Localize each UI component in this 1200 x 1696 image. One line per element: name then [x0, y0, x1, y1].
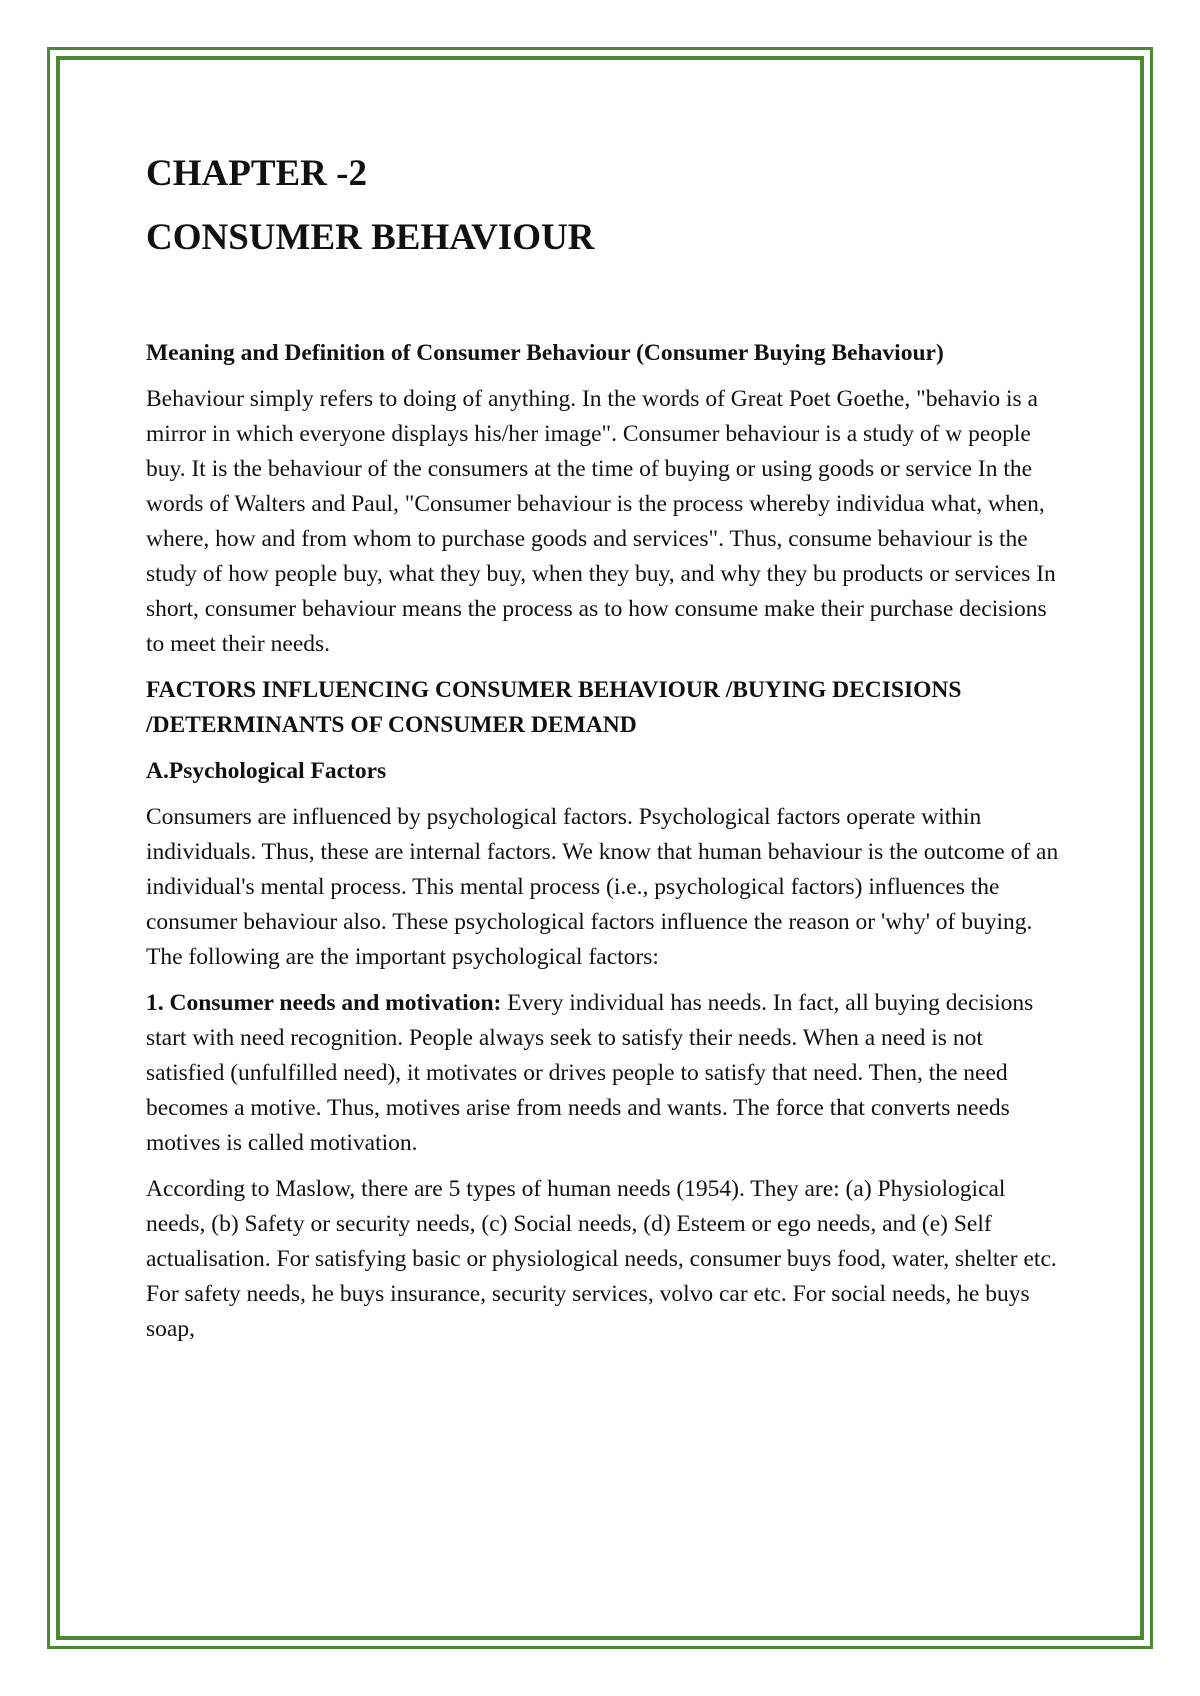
paragraph-needs-motivation: [146, 986, 1066, 1161]
subheading-psychological-factors: A.Psychological Factors: [146, 758, 387, 784]
section-heading-factors: FACTORS INFLUENCING CONSUMER BEHAVIOUR /BUYING DECISIONS /DETERMINANTS OF CONSUMER DEMAND: [146, 677, 962, 738]
point-text-needs-motivation: Every individual has needs. In fact, all buying decisions start with need recognition. People always seek to satisfy their needs. When a need is not satisfied (unfulfilled need), it motivates or drives people to satisfy that need. Then, the need becomes a motive. Thus, motives arise from needs and wants. The force that converts needs motives is called motivation.: [146, 990, 1034, 1156]
section-heading-meaning: Meaning and Definition of Consumer Behaviour (Consumer Buying Behaviour): [146, 340, 944, 366]
paragraph-maslow: According to Maslow, there are 5 types of human needs (1954). They are: (a) Physiological needs, (b) Safety or security needs, (c) Social needs, (d) Esteem or ego needs, and (e) Self actualisation. For satisfying basic or physiological needs, consumer buys food, water, shelter etc. For safety needs, he buys insurance, security services, volvo car etc. For social needs, he buys soap,: [146, 1176, 1057, 1342]
point-label-needs-motivation: 1. Consumer needs and motivation:: [146, 990, 502, 1016]
paragraph-meaning: Behaviour simply refers to doing of anything. In the words of Great Poet Goethe, "behavio is a mirror in which everyone displays his/her image". Consumer behaviour is a study of w people buy. It is the behaviour of the consumers at the time of buying or using goods or service In the words of Walters and Paul, "Consumer behaviour is the process whereby individua what, when, where, how and from whom to purchase goods and services". Thus, consume behaviour is the study of how people buy, what they buy, when they buy, and why they bu products or services In short, consumer behaviour means the process as to how consume make their purchase decisions to meet their needs.: [146, 386, 1056, 657]
paragraph-psychological-factors: Consumers are influenced by psychological factors. Psychological factors operate within individuals. Thus, these are internal factors. We know that human behaviour is the outcome of an individual's mental process. This mental process (i.e., psychological factors) influences the consumer behaviour also. These psychological factors influence the reason or 'why' of buying. The following are the important psychological factors:: [146, 804, 1059, 970]
chapter-number: CHAPTER -2: [146, 153, 367, 194]
document-body: [146, 142, 1066, 1358]
chapter-title: CONSUMER BEHAVIOUR: [146, 217, 595, 258]
